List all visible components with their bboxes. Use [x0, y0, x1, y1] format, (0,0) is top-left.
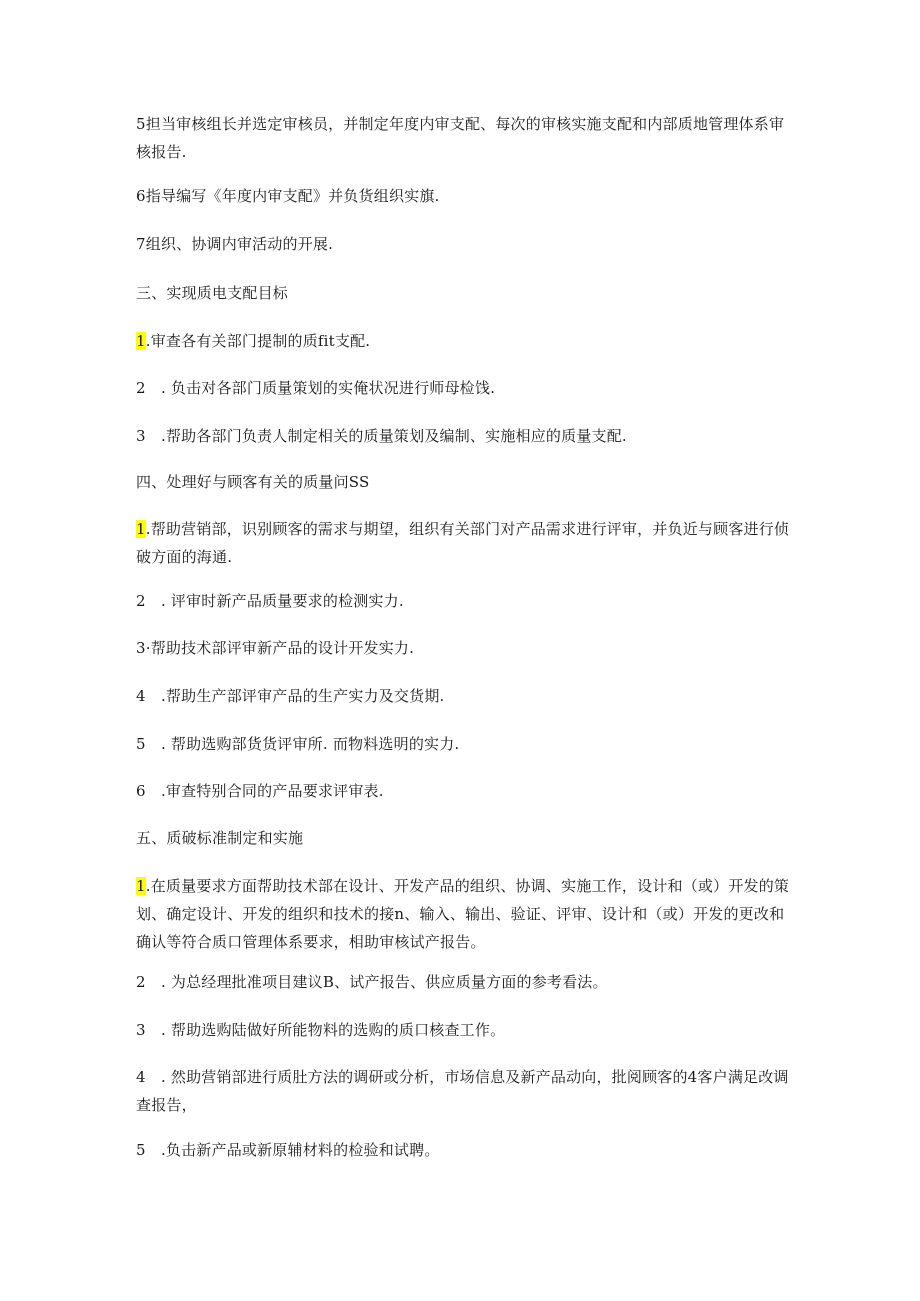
list-item-5-5: 5 .负击新产品或新原辅材料的检验和试聘。: [136, 1141, 440, 1159]
list-item-3-2: 2 . 负击对各部门质量策划的实俺状况进行师母检饯.: [136, 379, 496, 397]
list-item-4-3: 3·帮助技术部评审新产品的设计开发实力.: [136, 639, 415, 657]
section-heading-5: 五、质破标准制定和实施: [136, 829, 304, 847]
highlight-mark: 1: [136, 332, 146, 350]
list-item-5-2: 2 . 为总经理批准项目建议B、试产报告、供应质量方面的参考看法。: [136, 973, 608, 991]
section-heading-4: 四、处理好与顾客有关的质量问SS: [136, 473, 370, 491]
list-item-4-1: 1.帮助营销部，识别顾客的需求与期望，组织有关部门对产品需求进行评审，并负近与顾客进行侦破方面的海通.: [136, 520, 790, 566]
list-item-4-2: 2 . 评审时新产品质量要求的检测实力.: [136, 592, 404, 610]
list-item-4-4: 4 .帮助生产部评审产品的生产实力及交货期.: [136, 687, 445, 705]
list-item-3-1: 1.审查各有关部门提制的质fit支配.: [136, 332, 371, 350]
list-item-4-5: 5 . 帮助选购部货货评审所. 而物料选明的实力.: [136, 735, 460, 753]
list-item-3-3: 3 .帮助各部门负责人制定相关的质量策划及编制、实施相应的质量支配.: [136, 427, 627, 445]
highlight-mark: 1: [136, 877, 146, 895]
paragraph-audit-leader: 5担当审核组长并选定审核员，并制定年度内审支配、每次的审核实施支配和内部质地管理体系审核报告.: [136, 115, 785, 161]
section-heading-3: 三、实现质电支配目标: [136, 284, 289, 302]
list-item-4-6: 6 .审查特别合同的产品要求评审表.: [136, 782, 384, 800]
list-item-5-3: 3 . 帮助选购陆做好所能物料的选购的质口核查工作。: [136, 1021, 506, 1039]
list-item-5-1: 1.在质量要求方面帮助技术部在设计、开发产品的组织、协调、实施工作，设计和（或）开发的策划、确定设计、开发的组织和技术的接n、输入、输出、验证、评审、设计和（或）开发的更改和确认等符合质口管理体系要求，相助审核试产报告。: [136, 877, 790, 951]
paragraph-coordinate: 7组织、协调内审活动的开展.: [136, 235, 334, 253]
highlight-mark: 1: [136, 520, 146, 538]
list-item-5-4: 4 . 然助营销部进行质肚方法的调研或分析，市场信息及新产品动向，批阅顾客的4客户满足改调查报告，: [136, 1068, 789, 1114]
paragraph-guide-plan: 6指导编写《年度内审支配》并负货组织实旗.: [136, 187, 440, 205]
